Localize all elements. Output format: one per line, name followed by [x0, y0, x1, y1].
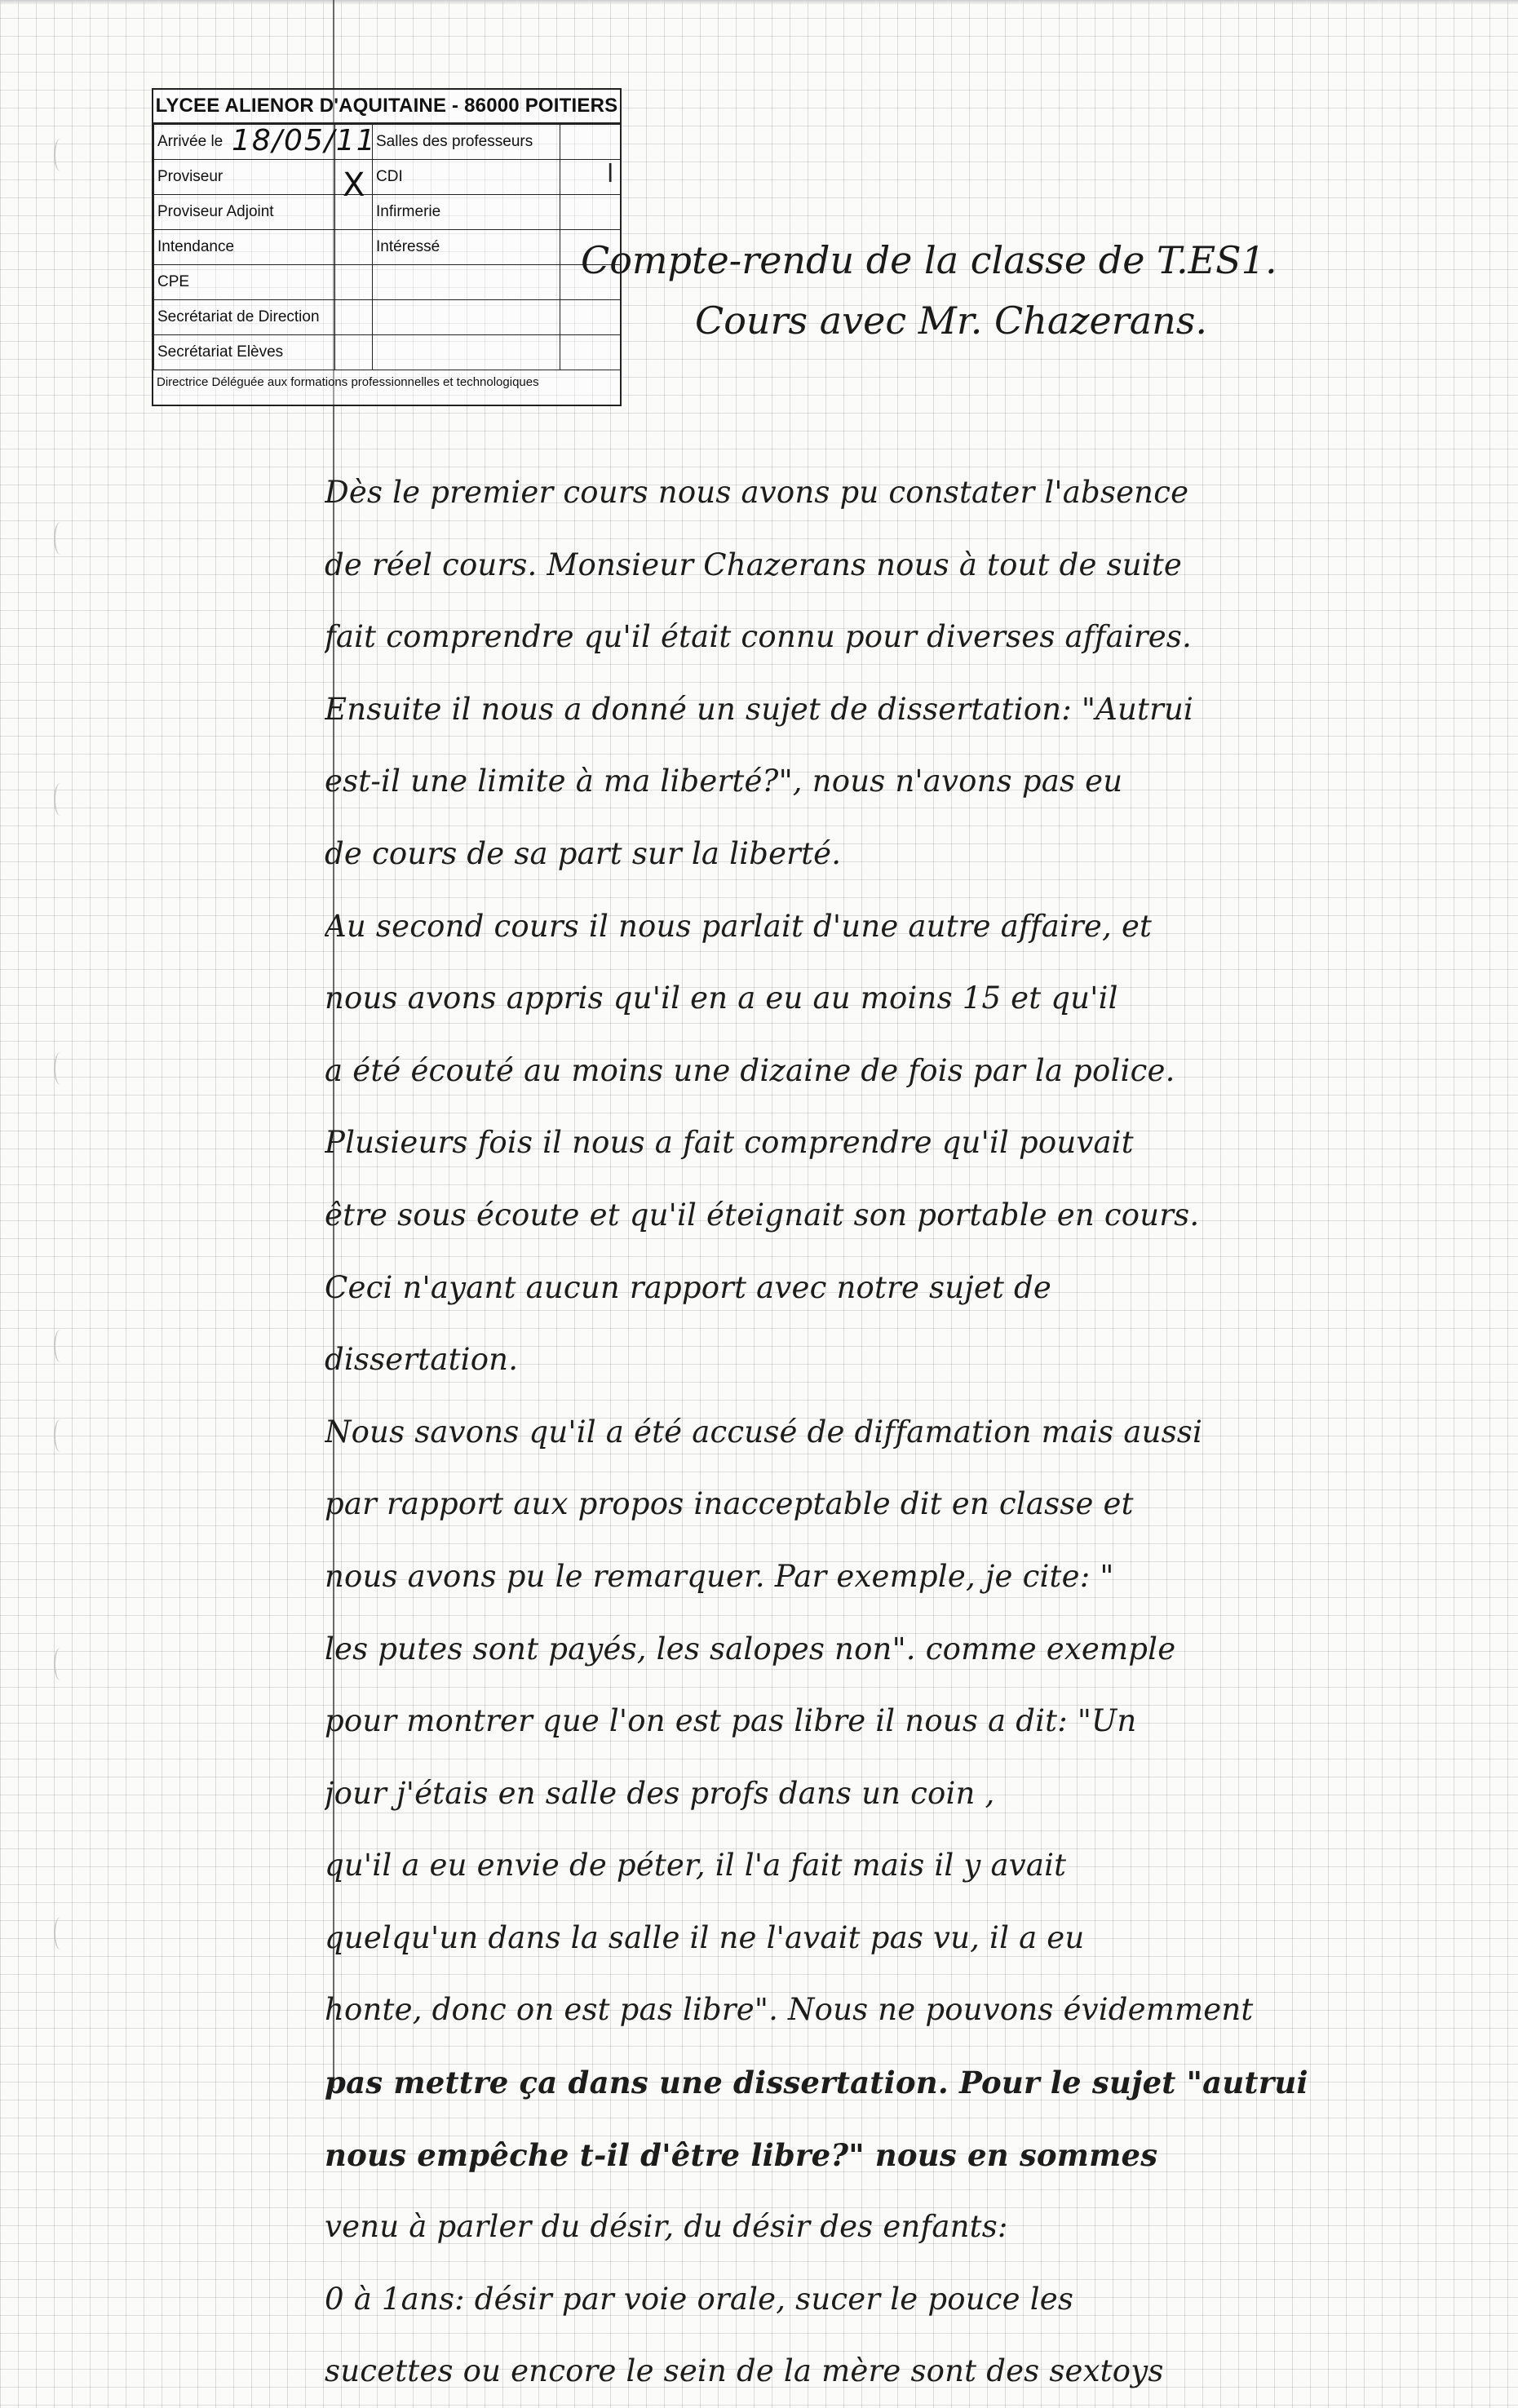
stamp-row-label: Proviseur Adjoint: [154, 195, 335, 230]
text-line: sucettes ou encore le sein de la mère sont des sextoys: [325, 2353, 1164, 2389]
stamp-row-label: CPE: [154, 265, 335, 300]
text-line: être sous écoute et qu'il éteignait son portable en cours.: [325, 1197, 1200, 1233]
punch-hole: [54, 1917, 67, 1950]
text-line: honte, donc on est pas libre". Nous ne pouvons évidemment: [325, 1992, 1254, 2028]
text-line: de cours de sa part sur la liberté.: [325, 835, 842, 871]
stamp-row-check: [560, 300, 621, 335]
stamp-row-check: [335, 265, 373, 300]
punch-hole: [54, 1052, 67, 1085]
stamp-row-destination: Salles des professeurs: [373, 125, 560, 160]
text-line: Ceci n'ayant aucun rapport avec notre sujet de: [325, 1269, 1052, 1305]
stamp-row: [154, 160, 621, 195]
text-line: 0 à 1ans: désir par voie orale, sucer le pouce les: [325, 2281, 1074, 2317]
text-line: pas mettre ça dans une dissertation. Pour le sujet "autrui: [325, 2065, 1308, 2101]
paper-top-edge: [0, 0, 1518, 5]
text-line: qu'il a eu envie de péter, il l'a fait mais il y avait: [325, 1848, 1067, 1883]
text-line: les putes sont payés, les salopes non". comme exemple: [325, 1631, 1176, 1667]
stamp-row-label: Secrétariat Elèves: [154, 335, 335, 370]
stamp-row-check: [335, 335, 373, 370]
text-line: nous empêche t-il d'être libre?" nous en sommes: [325, 2136, 1158, 2173]
stamp-row-label: Secrétariat de Direction: [154, 300, 335, 335]
text-line: Ensuite il nous a donné un sujet de dissertation: "Autrui: [325, 691, 1194, 727]
stamp-row: [154, 195, 621, 230]
punch-hole: [54, 1419, 67, 1452]
stamp-row-destination: [373, 265, 560, 300]
stamp-row: [154, 125, 621, 160]
report-title: Compte-rendu de la classe de T.ES1.: [581, 238, 1277, 282]
report-subtitle: Cours avec Mr. Chazerans.: [695, 299, 1208, 343]
stamp-row-label: Arrivée le: [154, 125, 335, 160]
text-line: jour j'étais en salle des profs dans un coin ,: [325, 1775, 995, 1811]
text-line: nous avons appris qu'il en a eu au moins 15 et qu'il: [325, 980, 1118, 1016]
stamp-row-check: [335, 300, 373, 335]
punch-hole: [54, 1330, 67, 1362]
stamp-row-check: [335, 230, 373, 265]
stamp-row-destination: CDI: [373, 160, 560, 195]
reception-stamp: [152, 88, 622, 406]
stamp-row-destination: [373, 300, 560, 335]
stamp-row-check: [560, 195, 621, 230]
received-date: 18/05/11: [232, 124, 377, 157]
punch-hole: [54, 139, 67, 171]
stamp-row-destination: Intéressé: [373, 230, 560, 265]
text-line: Plusieurs fois il nous a fait comprendre qu'il pouvait: [325, 1125, 1134, 1161]
stamp-row-check: [560, 125, 621, 160]
text-line: de réel cours. Monsieur Chazerans nous à tout de suite: [325, 547, 1183, 582]
stamp-row-label: Intendance: [154, 230, 335, 265]
stamp-title: LYCEE ALIENOR D'AQUITAINE - 86000 POITIERS: [153, 90, 620, 124]
text-line: par rapport aux propos inacceptable dit en classe et: [325, 1486, 1134, 1522]
punch-hole: [54, 783, 67, 816]
stamp-row: [154, 230, 621, 265]
handwritten-body: [325, 457, 1483, 2408]
text-line: dissertation.: [325, 1342, 519, 1378]
stamp-grid: [153, 124, 621, 370]
stamp-row-destination: Infirmerie: [373, 195, 560, 230]
stamp-footer: Directrice Déléguée aux formations professionnelles et technologiques: [157, 375, 539, 389]
punch-hole: [54, 1648, 67, 1680]
tick-mark: l: [607, 160, 614, 188]
text-line: a été écouté au moins une dizaine de fois par la police.: [325, 1052, 1175, 1088]
text-line: Au second cours il nous parlait d'une autre affaire, et: [325, 908, 1153, 944]
stamp-row-check: [560, 335, 621, 370]
stamp-row: [154, 335, 621, 370]
text-line: quelqu'un dans la salle il ne l'avait pas vu, il a eu: [325, 1919, 1085, 1955]
stamp-row-destination: [373, 335, 560, 370]
text-line: est-il une limite à ma liberté?", nous n'avons pas eu: [325, 764, 1123, 799]
text-line: Dès le premier cours nous avons pu constater l'absence: [325, 475, 1189, 510]
text-line: pour montrer que l'on est pas libre il nous a dit: "Un: [325, 1703, 1137, 1739]
text-line: nous avons pu le remarquer. Par exemple, je cite: ": [325, 1558, 1114, 1594]
text-line: fait comprendre qu'il était connu pour diverses affaires.: [325, 619, 1193, 655]
check-mark: X: [343, 166, 365, 204]
stamp-row: [154, 300, 621, 335]
stamp-row-label: Proviseur: [154, 160, 335, 195]
punch-hole: [54, 522, 67, 555]
stamp-row: [154, 265, 621, 300]
text-line: Nous savons qu'il a été accusé de diffamation mais aussi: [325, 1414, 1203, 1450]
text-line: venu à parler du désir, du désir des enfants:: [325, 2209, 1008, 2245]
